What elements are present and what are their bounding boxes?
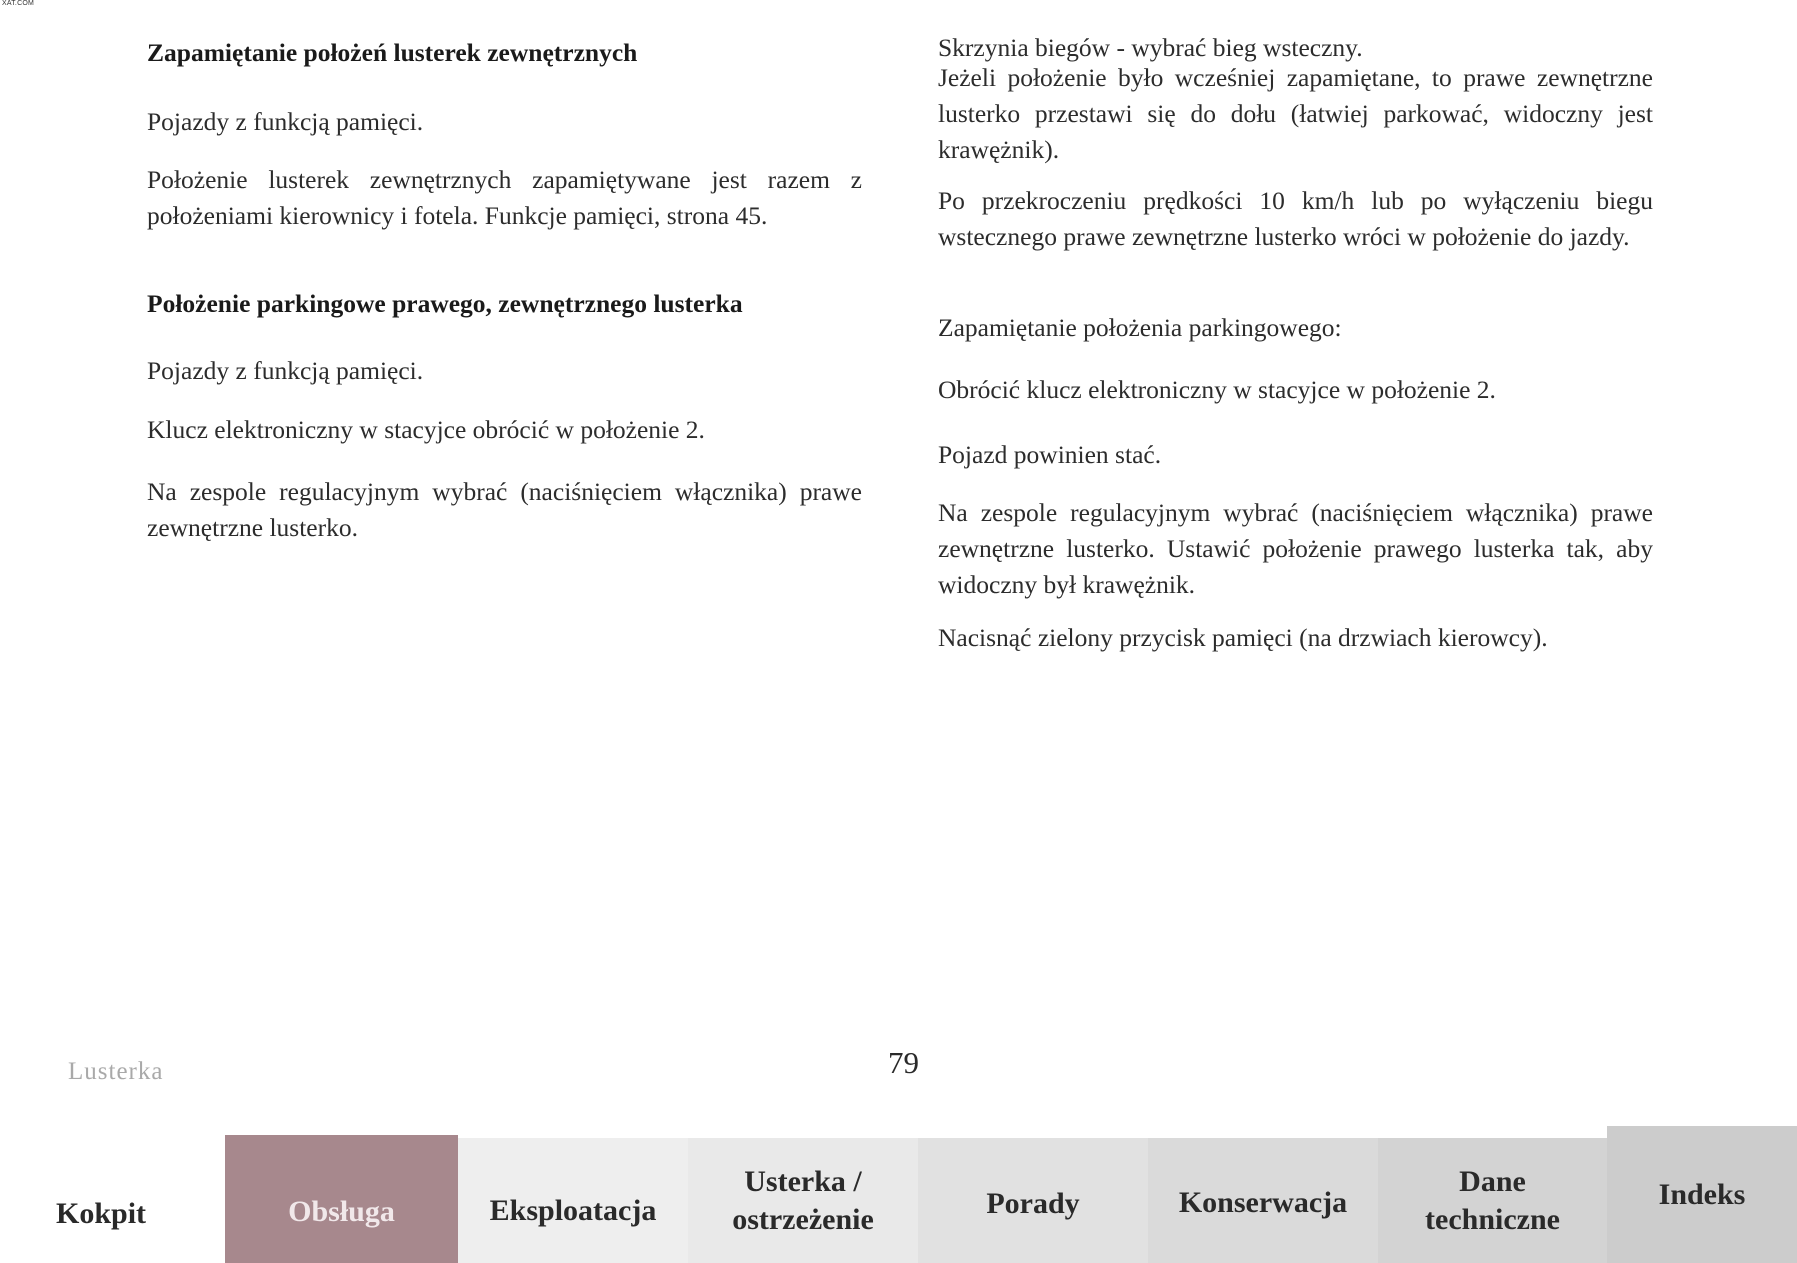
tab-label: Usterka /	[744, 1164, 862, 1198]
paragraph: Położenie lusterek zewnętrznych zapamiętywane jest razem z położeniami kierownicy i fotela. Funkcje pamięci, strona 45.	[147, 165, 862, 230]
tab-usterka-ostrzezenie[interactable]	[688, 1138, 918, 1263]
tab-label: Dane	[1459, 1164, 1526, 1198]
heading-mirror-memory: Zapamiętanie położeń lusterek zewnętrznych	[147, 38, 638, 67]
paragraph: Na zespole regulacyjnym wybrać (naciśnięciem włącznika) prawe zewnętrzne lusterko.	[147, 477, 862, 542]
tab-obsluga[interactable]	[225, 1135, 458, 1263]
heading-parking-position: Położenie parkingowe prawego, zewnętrznego lusterka	[147, 289, 743, 318]
tab-label: Eksploatacja	[489, 1193, 657, 1227]
paragraph: Pojazdy z funkcją pamięci.	[147, 107, 424, 136]
paragraph: Po przekroczeniu prędkości 10 km/h lub po wyłączeniu biegu wstecznego prawe zewnętrzne lusterko wróci w położenie do jazdy.	[938, 186, 1653, 251]
tab-dane-techniczne[interactable]	[1378, 1138, 1607, 1263]
tab-label: Indeks	[1658, 1177, 1746, 1211]
paragraph: Jeżeli położenie było wcześniej zapamiętane, to prawe zewnętrzne lusterko przestawi się do dołu (łatwiej parkować, widoczny jest krawężnik).	[938, 63, 1653, 164]
paragraph: Klucz elektroniczny w stacyjce obrócić w położenie 2.	[147, 415, 705, 444]
paragraph: Zapamiętanie położenia parkingowego:	[938, 313, 1342, 342]
tab-label: Obsługa	[288, 1195, 395, 1228]
paragraph: Nacisnąć zielony przycisk pamięci (na drzwiach kierowcy).	[938, 623, 1548, 652]
page-number: 79	[888, 1045, 919, 1080]
paragraph: Pojazdy z funkcją pamięci.	[147, 356, 424, 385]
tab-label: ostrzeżenie	[732, 1202, 874, 1236]
tab-label: Konserwacja	[1178, 1185, 1348, 1219]
watermark: XAT.COM	[2, 0, 34, 7]
paragraph: Skrzynia biegów - wybrać bieg wsteczny.	[938, 33, 1363, 62]
paragraph: Na zespole regulacyjnym wybrać (naciśnięciem włącznika) prawe zewnętrzne lusterko. Ustawić położenie prawego lusterka tak, aby widoczny był krawężnik.	[938, 498, 1653, 599]
tab-kokpit[interactable]	[0, 1138, 225, 1263]
chapter-tab-bar	[0, 1138, 1797, 1263]
tab-indeks[interactable]	[1607, 1126, 1797, 1263]
paragraph: Pojazd powinien stać.	[938, 440, 1162, 469]
tab-konserwacja[interactable]	[1148, 1138, 1378, 1263]
tab-label: Kokpit	[56, 1196, 147, 1230]
section-label: Lusterka	[68, 1058, 164, 1085]
tab-label: Porady	[986, 1186, 1080, 1220]
tab-eksploatacja[interactable]	[458, 1138, 688, 1263]
tab-label: techniczne	[1425, 1202, 1560, 1236]
tab-porady[interactable]	[918, 1138, 1148, 1263]
paragraph: Obrócić klucz elektroniczny w stacyjce w położenie 2.	[938, 375, 1496, 404]
